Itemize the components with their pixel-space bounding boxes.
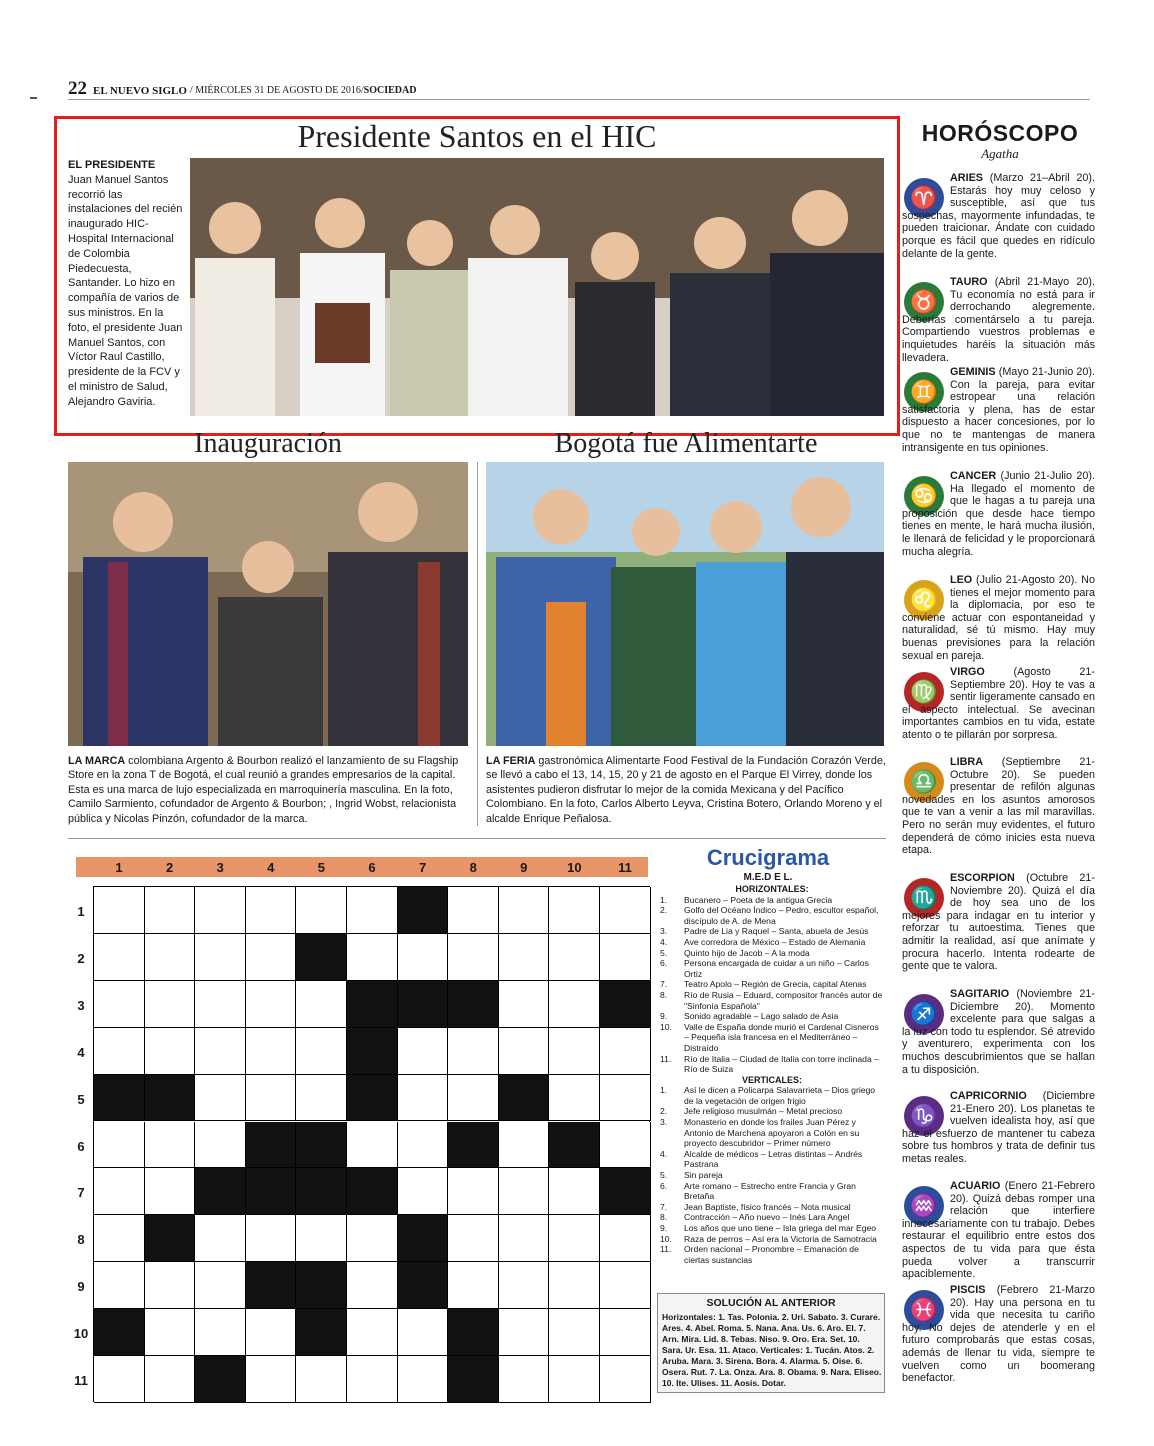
crossword-block: [195, 1356, 246, 1403]
inauguracion-caption-lead: LA MARCA: [68, 755, 126, 767]
clue-text: Jefe religioso musulmán – Metal precioso: [684, 1106, 843, 1117]
solution-title: SOLUCIÓN AL ANTERIOR: [706, 1297, 836, 1309]
crossword-cell[interactable]: [145, 1309, 196, 1356]
clue-number: 2.: [660, 905, 668, 916]
clue-number: 4.: [660, 936, 668, 947]
row-number: 8: [77, 1232, 85, 1248]
row-number: 5: [77, 1091, 85, 1107]
water-bearer-icon: ♒: [904, 1186, 944, 1226]
bogota-caption-text: gastronómica Alimentarte Food Festival de la Fundación Corazón Verde, se llevó a cabo el 13, 14, 15, 20 y 21 de agosto en el Parque El Virrey, donde los asistentes pudieron disfrutar lo mejor de la comida Mexicana y del Pacífico Colombiano. En la foto, Carlos Alberto Leyva, Cristina Botero, Orlando Moreno y el alcalde Enrique Peñalosa.: [486, 755, 886, 825]
sign-name: CANCER: [950, 470, 997, 482]
crossword-cell[interactable]: [145, 1122, 196, 1169]
crossword-cell[interactable]: [94, 1122, 145, 1169]
scorpion-icon: ♏: [904, 878, 944, 918]
crossword-cell[interactable]: [296, 1356, 347, 1403]
crossword-block: [448, 1356, 499, 1403]
crossword-cell[interactable]: [195, 1028, 246, 1075]
row-number: 4: [77, 1044, 85, 1060]
section-name: SOCIEDAD: [363, 85, 417, 96]
clue-text: Sonido agradable – Lago salado de Asia: [684, 1011, 839, 1022]
sign-text: (Julio 21-Agosto 20). No tienes el mejor momento para la diplomacia, por eso te conviene actuar con espontaneidad y naturalidad, sé tú mismo. Hay muy buenas previsiones para la relación sexual en pareja.: [902, 574, 1095, 662]
sign-text: (Febrero 21-Marzo 20). Hay una persona en tu vida que necesita tu cariño hoy. No dejes de atenderle y en el futuro comprobarás que estas cosas, además de llenar tu vida, siempre te vuelven como un boomerang benefactor.: [902, 1284, 1095, 1385]
crossword-block: [398, 981, 449, 1028]
crossword-block: [296, 1168, 347, 1215]
crossword-cell[interactable]: [145, 887, 196, 934]
crossword-cell[interactable]: [499, 1168, 550, 1215]
crossword-cell[interactable]: [246, 981, 297, 1028]
crossword-cell[interactable]: [246, 1356, 297, 1403]
horoscope-sign-cancer: [902, 470, 1095, 558]
horoscope-sign-tauro: [902, 276, 1095, 364]
column-number: 8: [469, 860, 477, 875]
horoscope-sign-capricornio: [902, 1090, 1095, 1166]
crossword-author: M.E.D E L.: [743, 872, 793, 883]
sign-text: (Marzo 21–Abril 20). Estarás hoy muy celoso y susceptible, así que tus sospechas, mayormente infundadas, te pueden traicionar. Ándate con cuidado porque es fácil que quedes en ridículo delante de la gente.: [902, 172, 1095, 260]
crossword-cell[interactable]: [347, 1122, 398, 1169]
bogota-caption: [486, 754, 886, 826]
crossword-cell[interactable]: [499, 887, 550, 934]
clue-number: 9.: [660, 1223, 668, 1233]
clue-text: Río de Rusia – Eduard, compositor francés autor de "Sinfonía Española": [684, 989, 883, 1011]
verticales-list: [660, 1085, 884, 1265]
fish-icon: ♓: [904, 1290, 944, 1330]
sign-name: PISCIS: [950, 1284, 986, 1296]
horoscope-sign-acuario: [902, 1180, 1095, 1281]
crossword-column-header: [76, 857, 648, 877]
row-number: 1: [77, 904, 85, 919]
scales-icon: ♎: [904, 762, 944, 802]
horizontal-clue: [660, 926, 884, 937]
bogota-title: Bogotá fue Alimentarte: [554, 428, 818, 459]
column-number: 7: [418, 860, 427, 875]
crossword-cell[interactable]: [195, 981, 246, 1028]
crossword-block: [347, 1075, 398, 1122]
clue-text: Quinto hijo de Jacob – A la moda: [684, 947, 810, 958]
clue-number: 4.: [660, 1148, 668, 1159]
clue-text: Los años que uno tiene – Isla griega del mar Egeo: [684, 1223, 877, 1233]
crossword-cell[interactable]: [145, 1356, 196, 1403]
horoscope-title: HORÓSCOPO: [921, 120, 1079, 146]
crossword-cell[interactable]: [94, 1028, 145, 1075]
bogota-caption-lead: LA FERIA: [486, 755, 536, 767]
crossword-cell[interactable]: [296, 1028, 347, 1075]
horizontal-clue: [660, 990, 884, 1011]
crossword-cell[interactable]: [195, 1215, 246, 1262]
food-festival-illustration: [486, 462, 884, 746]
feature-caption: [68, 158, 186, 410]
crossword-cell[interactable]: [145, 1262, 196, 1309]
ram-icon: ♈: [904, 178, 944, 218]
clue-text: Alcalde de médicos – Letras distintas – Andrés Pastrana: [684, 1148, 863, 1170]
crossword-cell[interactable]: [195, 1309, 246, 1356]
sign-name: SAGITARIO: [950, 988, 1010, 1000]
crossword-cell[interactable]: [499, 1122, 550, 1169]
horizontal-clue: [660, 905, 884, 926]
clue-number: 2.: [660, 1106, 668, 1117]
inauguracion-caption-text: colombiana Argento & Bourbon realizó el lanzamiento de su Flagship Store en la zona T de Bogotá, el cual reunió a grandes empresarios de la capital. Esta es una marca de lujo especializada en marroquinería masculina. En la foto, Camilo Sarmiento, cofundador de Argento & Bourbon; , Ingrid Wobst, relacionista pública y Nicolas Pinzón, cofundador de la marca.: [68, 755, 459, 825]
crossword-cell[interactable]: [448, 887, 499, 934]
goat-icon: ♑: [904, 1096, 944, 1136]
crossword-grid: [93, 886, 650, 1402]
crossword-cell[interactable]: [448, 1075, 499, 1122]
vertical-clue: [660, 1117, 884, 1149]
clue-text: Monasterio en donde los frailes Juan Pérez y Antonio de Marchena apoyaron a Colón en su proyecto descubridor – Primer número: [684, 1117, 860, 1149]
horoscope-sign-piscis: [902, 1284, 1095, 1385]
horizontal-clue: [660, 948, 884, 959]
sign-name: LIBRA: [950, 756, 983, 768]
sign-name: GEMINIS: [950, 366, 996, 378]
crossword-cell[interactable]: [600, 1309, 651, 1356]
crossword-block: [296, 1122, 347, 1169]
crossword-cell[interactable]: [398, 1168, 449, 1215]
crossword-block: [347, 1168, 398, 1215]
crossword-cell[interactable]: [145, 981, 196, 1028]
crossword-cell[interactable]: [398, 1122, 449, 1169]
crossword-cell[interactable]: [246, 1309, 297, 1356]
crossword-block: [296, 934, 347, 981]
crossword-cell[interactable]: [499, 1309, 550, 1356]
page-number: 22: [68, 78, 87, 99]
twins-icon: ♊: [904, 372, 944, 412]
crossword-cell[interactable]: [499, 1262, 550, 1309]
row-number: 11: [74, 1373, 88, 1388]
crossword-cell[interactable]: [499, 1356, 550, 1403]
column-number: 6: [368, 860, 376, 875]
row-number: 2: [77, 950, 85, 966]
column-divider: [477, 462, 478, 826]
vertical-clue: [660, 1234, 884, 1245]
crossword-cell[interactable]: [549, 1309, 600, 1356]
vertical-clue: [660, 1085, 884, 1106]
crossword-cell[interactable]: [246, 934, 297, 981]
column-number: 1: [115, 860, 123, 875]
crossword-cell[interactable]: [549, 887, 600, 934]
crossword-cell[interactable]: [448, 934, 499, 981]
sign-name: VIRGO: [950, 666, 985, 678]
clue-number: 1.: [660, 894, 668, 905]
column-number: 2: [165, 860, 174, 875]
crossword-block: [600, 1168, 651, 1215]
crossword-block: [296, 1309, 347, 1356]
vertical-clue: [660, 1106, 884, 1117]
column-number: 4: [267, 860, 275, 875]
crossword-cell[interactable]: [347, 934, 398, 981]
crossword-cell[interactable]: [94, 934, 145, 981]
crossword-cell[interactable]: [94, 1168, 145, 1215]
archer-icon: ♐: [904, 994, 944, 1034]
column-number: 10: [567, 860, 582, 875]
clue-number: 11.: [660, 1244, 672, 1255]
crossword-cell[interactable]: [499, 1028, 550, 1075]
clue-number: 1.: [660, 1085, 668, 1096]
row-number: 10: [73, 1326, 89, 1342]
sign-text: (Abril 21-Mayo 20). Tu economía no está para ir derrochando alegremente. Deberías comentárselo a tu pareja. Compartiendo vuestros problemas e inquietudes haréis la situación más llevadera.: [902, 276, 1095, 364]
crossword-block: [94, 1309, 145, 1356]
crossword-cell[interactable]: [600, 1215, 651, 1262]
crossword-cell[interactable]: [347, 1356, 398, 1403]
crossword-cell[interactable]: [549, 981, 600, 1028]
clue-number: 3.: [660, 1117, 668, 1128]
crossword-cell[interactable]: [448, 1262, 499, 1309]
inauguracion-title: Inauguración: [194, 428, 342, 459]
crossword-cell[interactable]: [347, 1262, 398, 1309]
crossword-cell[interactable]: [398, 1075, 449, 1122]
print-mark: [30, 97, 37, 99]
sign-text: (Junio 21-Julio 20). Ha llegado el momento de que le hagas a tu pareja una proposición que desde hace tiempo tienes en mente, le hará mucha ilusión, le llenará de felicidad y le proporcionará mucha alegría.: [902, 470, 1095, 558]
row-number: 3: [77, 997, 85, 1013]
horizontales-heading: HORIZONTALES:: [735, 884, 809, 894]
crossword-cell[interactable]: [94, 887, 145, 934]
horoscope-sign-virgo: [902, 666, 1095, 742]
crossword-clues: [660, 884, 884, 1265]
sign-text: (Septiembre 21-Octubre 20). Se pueden presentar de refilón algunas novedades en los asuntos amorosos que te van a venir a las mil maravillas. Pero no serán muy evidentes, el futuro dependerá de cómo inicies esta nueva etapa.: [902, 756, 1095, 857]
crossword-cell[interactable]: [549, 1075, 600, 1122]
sign-text: (Diciembre 21-Enero 20). Los planetas te vuelven idealista hoy, así que haz el esfuerzo de mantener tu cabeza sobre tus hombros y trata de definir tus metas reales.: [902, 1090, 1095, 1165]
crossword-cell[interactable]: [549, 1215, 600, 1262]
vertical-clue: [660, 1149, 884, 1170]
column-number: 9: [520, 860, 528, 875]
sign-text: (Enero 21-Febrero 20). Quizá debas romper una relación que interfiere innecesariamente con tu trabajo. Debes restaurar el equilibrio entre estos dos aspectos de tu vida para que ésta pueda volver a transcurrir apaciblemente.: [902, 1180, 1095, 1281]
bogota-photo: [486, 462, 884, 746]
horoscope-sign-sagitario: [902, 988, 1095, 1076]
crossword-cell[interactable]: [398, 934, 449, 981]
crossword-cell[interactable]: [499, 981, 550, 1028]
store-launch-illustration: [68, 462, 468, 746]
clue-number: 11.: [660, 1053, 672, 1064]
horizontal-clue: [660, 979, 884, 990]
clue-text: Así le dicen a Policarpa Salavarrieta – Dios griego de la vegetación de origen frigio: [684, 1085, 876, 1106]
clue-number: 7.: [660, 1201, 668, 1212]
crossword-block: [600, 981, 651, 1028]
crossword-cell[interactable]: [94, 981, 145, 1028]
crossword-block: [145, 1215, 196, 1262]
vertical-clue: [660, 1202, 884, 1213]
crossword-cell[interactable]: [448, 1168, 499, 1215]
lion-icon: ♌: [904, 580, 944, 620]
horizontal-clue: [660, 1011, 884, 1022]
clue-text: Jean Baptiste, físico francés – Nota musical: [684, 1201, 851, 1212]
vertical-clue: [660, 1223, 884, 1234]
row-number: 6: [77, 1138, 85, 1154]
horoscope-author: Agatha: [981, 146, 1019, 161]
crossword-cell[interactable]: [296, 981, 347, 1028]
verticales-heading: VERTICALES:: [741, 1074, 802, 1085]
crossword-cell[interactable]: [195, 887, 246, 934]
crossword-block: [296, 1262, 347, 1309]
row-number: 9: [77, 1279, 85, 1295]
horizontal-clue: [660, 895, 884, 906]
crossword-block: [94, 1075, 145, 1122]
clue-number: 7.: [660, 979, 668, 990]
crossword-cell[interactable]: [549, 1168, 600, 1215]
crossword-cell[interactable]: [246, 1075, 297, 1122]
crossword-block: [448, 1122, 499, 1169]
clue-text: Teatro Apolo – Región de Grecia, capital Atenas: [684, 979, 867, 990]
crossword-block: [246, 1262, 297, 1309]
crossword-block: [398, 887, 449, 934]
sign-text: (Octubre 21-Noviembre 20). Quizá el día de hoy sea uno de los mejores para indagar en tu interior y reforzar tu autoestima. Tienes que admitir la realidad, así que anímate y procura hacerlo. Intenta rodearte de gente que te valora.: [902, 872, 1095, 973]
clue-number: 5.: [660, 1170, 668, 1181]
clue-text: Bucanero – Poeta de la antigua Grecia: [684, 894, 833, 905]
sign-name: ARIES: [950, 172, 983, 184]
crossword-cell[interactable]: [195, 1122, 246, 1169]
feature-caption-text: Juan Manuel Santos recorrió las instalaciones del recién inaugurado HIC-Hospital Internacional de Colombia Piedecuesta, Santander. Lo hizo en compañía de varios de sus ministros. En la foto, el presidente Juan Manuel Santos, con Víctor Raul Castillo, presidente de la FCV y el ministro de Salud, Alejandro Gaviria.: [68, 173, 183, 408]
sign-name: LEO: [950, 574, 973, 586]
horoscope-sign-escorpion: [902, 872, 1095, 973]
crossword-cell[interactable]: [347, 1309, 398, 1356]
crossword-cell[interactable]: [246, 1215, 297, 1262]
crossword-cell[interactable]: [195, 1262, 246, 1309]
crossword-cell[interactable]: [600, 1075, 651, 1122]
column-number: 5: [317, 860, 325, 875]
section-divider: [68, 838, 886, 839]
clue-text: Persona encargada de cuidar a un niño – Carlos Ortiz: [684, 958, 869, 979]
crossword-cell[interactable]: [246, 887, 297, 934]
crossword-cell[interactable]: [600, 887, 651, 934]
clue-number: 6.: [660, 1180, 668, 1191]
vertical-clue: [660, 1212, 884, 1223]
row-number: 7: [77, 1185, 85, 1201]
feature-photo: [190, 158, 884, 416]
sign-name: CAPRICORNIO: [950, 1090, 1027, 1102]
horizontal-clue: [660, 958, 884, 979]
inauguracion-photo: [68, 462, 468, 746]
crossword-block: [246, 1122, 297, 1169]
crab-icon: ♋: [904, 476, 944, 516]
clue-number: 5.: [660, 947, 668, 958]
feature-caption-lead: EL PRESIDENTE: [68, 159, 156, 171]
crossword-cell[interactable]: [296, 887, 347, 934]
crossword-cell[interactable]: [448, 1215, 499, 1262]
maiden-icon: ♍: [904, 672, 944, 712]
crossword-block: [195, 1168, 246, 1215]
vertical-clue: [660, 1170, 884, 1181]
crossword-cell[interactable]: [94, 1262, 145, 1309]
sign-text: (Agosto 21-Septiembre 20). Hoy te vas a sentir ligeramente cansado en el aspecto intelectual. Se avecinan importantes cambios en tu vida, estate atento o te pillarán por sorpresa.: [902, 666, 1095, 741]
crossword-cell[interactable]: [145, 934, 196, 981]
clue-number: 10.: [660, 1021, 672, 1032]
crossword-cell[interactable]: [549, 1028, 600, 1075]
crossword-cell[interactable]: [549, 934, 600, 981]
crossword-cell[interactable]: [600, 1356, 651, 1403]
crossword-cell[interactable]: [145, 1028, 196, 1075]
clue-text: Golfo del Océano Índico – Pedro, escultor español, discípulo de A. de Mena: [684, 905, 879, 926]
page-header: [68, 78, 1090, 100]
clue-text: Raza de perros – Así era la Victoria de Samotracia: [684, 1233, 877, 1244]
crossword-block: [448, 981, 499, 1028]
column-number: 11: [618, 860, 632, 875]
paper-name: EL NUEVO SIGLO: [93, 85, 187, 97]
crossword-block: [145, 1075, 196, 1122]
crossword-cell[interactable]: [499, 1215, 550, 1262]
clue-number: 8.: [660, 989, 668, 1000]
sign-text: (Mayo 21-Junio 20). Con la pareja, para evitar estropear una relación satisfactoria y plena, has de estar dispuesto a hacer concesiones, por lo que no te mantengas de manera intransigente en tus opiniones.: [902, 366, 1095, 454]
inauguracion-caption: [68, 754, 470, 826]
crossword-cell[interactable]: [398, 1356, 449, 1403]
crossword-cell[interactable]: [94, 1356, 145, 1403]
crossword-cell[interactable]: [195, 1075, 246, 1122]
crossword-cell[interactable]: [398, 1028, 449, 1075]
horizontal-clue: [660, 937, 884, 948]
crossword-cell[interactable]: [600, 1122, 651, 1169]
crossword-block: [499, 1075, 550, 1122]
crossword-cell[interactable]: [549, 1356, 600, 1403]
horizontal-clue: [660, 1022, 884, 1054]
feature-title: Presidente Santos en el HIC: [297, 118, 657, 154]
clue-text: Valle de España donde murió el Cardenal Cisneros – Pequeña isla francesa en el Mediterráneo – Distraído: [684, 1021, 879, 1053]
clue-text: Río de Italia – Ciudad de Italia con torre inclinada – Río de Suiza: [684, 1053, 879, 1075]
clue-text: Ave corredora de México – Estado de Alemania: [684, 936, 866, 947]
crossword-cell[interactable]: [347, 1215, 398, 1262]
clue-number: 6.: [660, 958, 668, 969]
crossword-cell[interactable]: [195, 934, 246, 981]
horizontal-clue: [660, 1054, 884, 1075]
crossword-cell[interactable]: [600, 934, 651, 981]
crossword-cell[interactable]: [296, 1075, 347, 1122]
crossword-cell[interactable]: [600, 1262, 651, 1309]
bull-icon: ♉: [904, 282, 944, 322]
crossword-cell[interactable]: [296, 1215, 347, 1262]
crossword-cell[interactable]: [448, 1028, 499, 1075]
crossword-block: [549, 1122, 600, 1169]
group-photo-illustration: [190, 158, 884, 416]
crossword-block: [398, 1262, 449, 1309]
crossword-cell[interactable]: [246, 1028, 297, 1075]
crossword-cell[interactable]: [499, 934, 550, 981]
sign-name: ACUARIO: [950, 1180, 1001, 1192]
clue-text: Sin pareja: [684, 1170, 723, 1181]
crossword-cell[interactable]: [347, 887, 398, 934]
crossword-block: [246, 1168, 297, 1215]
clue-number: 3.: [660, 926, 668, 937]
sign-name: ESCORPION: [950, 872, 1015, 884]
crossword-block: [347, 981, 398, 1028]
horoscope-sign-leo: [902, 574, 1095, 662]
crossword-cell[interactable]: [549, 1262, 600, 1309]
vertical-clue: [660, 1244, 884, 1265]
clue-number: 9.: [660, 1011, 668, 1022]
column-number: 3: [216, 860, 224, 875]
horoscope-sign-aries: [902, 172, 1095, 260]
crossword-cell[interactable]: [145, 1168, 196, 1215]
clue-text: Arte romano – Estrecho entre Francia y Gran Bretaña: [684, 1180, 856, 1202]
sign-name: TAURO: [950, 276, 988, 288]
vertical-clue: [660, 1181, 884, 1202]
crossword-cell[interactable]: [600, 1028, 651, 1075]
clue-number: 10.: [660, 1233, 672, 1244]
crossword-block: [398, 1215, 449, 1262]
horizontales-list: [660, 895, 884, 1075]
clue-text: Contracción – Año nuevo – Inés Lara Angel: [684, 1212, 850, 1223]
solution-text: Horizontales: 1. Tas. Polonia. 2. Uri. Sabato. 3. Curare. Ares. 4. Abel. Roma. 5. Nana. Ana. Us. 6. Aro. El. 7. Arn. Mira. Lid. 8. Tebas. Niso. 9. Oro. Era. Set. 10. Sara. Ur. Esa. 11. Ataco. Verticales: 1. Tucán. Atos. 2. Aruba. Mara. 3. Sirena. Bora. 4. Alarma. 5. Oise. 6. Osera. Rut. 7. La. Onza. Ara. 8. Obama. 9. Nara. Eliseo. 10. Ite. Ulises. 11. Aosis. Dotar.: [662, 1312, 882, 1388]
clue-text: Padre de Lia y Raquel – Santa, abuela de Jesús: [684, 926, 869, 937]
clue-number: 8.: [660, 1212, 668, 1223]
dateline: / MIÉRCOLES 31 DE AGOSTO DE 2016/: [189, 85, 364, 96]
crossword-block: [347, 1028, 398, 1075]
crossword-cell[interactable]: [398, 1309, 449, 1356]
crossword-title: Crucigrama: [706, 845, 830, 870]
clue-text: Orden nacional – Pronombre – Emanación de ciertas sustancias: [684, 1244, 859, 1265]
crossword-block: [448, 1309, 499, 1356]
sign-text: (Noviembre 21-Diciembre 20). Momento excelente para que salgas a la luz con todo tu esplendor. Sé atrevido y aventurero, experimenta con los muchos descubrimientos que se hallan a tu disposición.: [902, 988, 1095, 1076]
horoscope-sign-libra: [902, 756, 1095, 857]
horoscope-sign-geminis: [902, 366, 1095, 454]
crossword-cell[interactable]: [94, 1215, 145, 1262]
